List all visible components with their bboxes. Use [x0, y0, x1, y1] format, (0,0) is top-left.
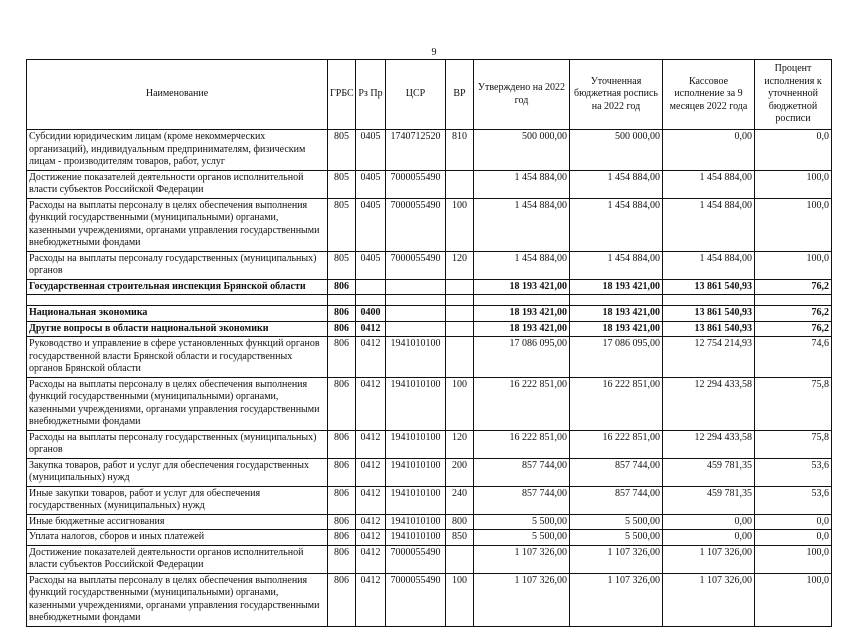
- cell-name: Государственная строительная инспекция Брянской области: [27, 279, 328, 295]
- cell-percent: 53,6: [755, 486, 832, 514]
- cell-csr: 7000055490: [386, 251, 446, 279]
- cell-name: Достижение показателей деятельности органов исполнительной власти субъектов Российской Федерации: [27, 545, 328, 573]
- cell-name: Расходы на выплаты персоналу государственных (муниципальных) органов: [27, 251, 328, 279]
- cell-approved: 857 744,00: [474, 486, 570, 514]
- cell-grbs: 806: [328, 279, 356, 295]
- cell-csr: [386, 306, 446, 322]
- cell-vr: [446, 337, 474, 378]
- cell-vr: [446, 279, 474, 295]
- cell-percent: 75,8: [755, 377, 832, 430]
- cell-refined: 17 086 095,00: [570, 337, 663, 378]
- cell-name: Другие вопросы в области национальной экономики: [27, 321, 328, 337]
- cell-approved: 1 454 884,00: [474, 170, 570, 198]
- cell-rzpr: 0405: [356, 251, 386, 279]
- cell-grbs: 806: [328, 321, 356, 337]
- cell-name: Расходы на выплаты персоналу в целях обеспечения выполнения функций государственными (муниципальными) органами, казенными учреждениями, органами управления государственными внебюджетными фондами: [27, 573, 328, 626]
- cell-approved: 1 107 326,00: [474, 573, 570, 626]
- cell-executed: 1 454 884,00: [663, 198, 755, 251]
- cell-refined: 1 107 326,00: [570, 573, 663, 626]
- cell-refined: 1 107 326,00: [570, 545, 663, 573]
- cell-grbs: 806: [328, 430, 356, 458]
- cell-vr: [446, 545, 474, 573]
- cell-approved: [474, 295, 570, 306]
- cell-executed: 1 107 326,00: [663, 573, 755, 626]
- cell-vr: 100: [446, 377, 474, 430]
- cell-csr: 1941010100: [386, 486, 446, 514]
- cell-vr: 200: [446, 458, 474, 486]
- table-row: [27, 337, 832, 378]
- cell-executed: 12 754 214,93: [663, 337, 755, 378]
- cell-name: Иные закупки товаров, работ и услуг для обеспечения государственных (муниципальных) нужд: [27, 486, 328, 514]
- cell-executed: 1 454 884,00: [663, 170, 755, 198]
- cell-refined: 1 454 884,00: [570, 251, 663, 279]
- cell-vr: [446, 306, 474, 322]
- cell-executed: 459 781,35: [663, 458, 755, 486]
- cell-executed: 12 294 433,58: [663, 430, 755, 458]
- header-refined: Уточненная бюджетная роспись на 2022 год: [570, 60, 663, 130]
- cell-vr: 850: [446, 530, 474, 546]
- cell-csr: [386, 295, 446, 306]
- table-row: [27, 486, 832, 514]
- cell-approved: 16 222 851,00: [474, 377, 570, 430]
- cell-approved: 1 454 884,00: [474, 251, 570, 279]
- cell-csr: 1941010100: [386, 337, 446, 378]
- cell-csr: 7000055490: [386, 198, 446, 251]
- cell-rzpr: 0412: [356, 530, 386, 546]
- cell-refined: 18 193 421,00: [570, 321, 663, 337]
- cell-percent: 0,0: [755, 130, 832, 171]
- cell-refined: 500 000,00: [570, 130, 663, 171]
- cell-percent: 76,2: [755, 306, 832, 322]
- header-percent: Процент исполнения к уточненной бюджетной росписи: [755, 60, 832, 130]
- cell-grbs: 806: [328, 486, 356, 514]
- cell-percent: [755, 295, 832, 306]
- header-name: Наименование: [27, 60, 328, 130]
- table-row: [27, 458, 832, 486]
- cell-vr: 120: [446, 430, 474, 458]
- cell-executed: 1 107 326,00: [663, 545, 755, 573]
- cell-vr: [446, 321, 474, 337]
- cell-vr: 810: [446, 130, 474, 171]
- table-row: [27, 321, 832, 337]
- cell-refined: [570, 295, 663, 306]
- cell-percent: 74,6: [755, 337, 832, 378]
- cell-approved: 18 193 421,00: [474, 321, 570, 337]
- header-rzpr: Рз Пр: [356, 60, 386, 130]
- table-row: [27, 198, 832, 251]
- cell-grbs: 806: [328, 530, 356, 546]
- cell-vr: 120: [446, 251, 474, 279]
- cell-name: Расходы на выплаты персоналу в целях обеспечения выполнения функций государственными (муниципальными) органами, казенными учреждениями, органами управления государственными внебюджетными фондами: [27, 377, 328, 430]
- table-row: [27, 130, 832, 171]
- cell-name: Национальная экономика: [27, 306, 328, 322]
- page-number: 9: [431, 47, 437, 58]
- cell-grbs: 805: [328, 251, 356, 279]
- cell-grbs: 805: [328, 170, 356, 198]
- cell-csr: [386, 321, 446, 337]
- cell-refined: 857 744,00: [570, 458, 663, 486]
- cell-refined: 5 500,00: [570, 530, 663, 546]
- header-grbs: ГРБС: [328, 60, 356, 130]
- cell-executed: 13 861 540,93: [663, 321, 755, 337]
- table-row: [27, 377, 832, 430]
- header-executed: Кассовое исполнение за 9 месяцев 2022 года: [663, 60, 755, 130]
- cell-grbs: 806: [328, 458, 356, 486]
- cell-name: Субсидии юридическим лицам (кроме некоммерческих организаций), индивидуальным предпринимателям, физическим лицам - производителям товаров, работ, услуг: [27, 130, 328, 171]
- table-row: [27, 430, 832, 458]
- cell-name: Расходы на выплаты персоналу в целях обеспечения выполнения функций государственными (муниципальными) органами, казенными учреждениями, органами управления государственными внебюджетными фондами: [27, 198, 328, 251]
- cell-grbs: 805: [328, 198, 356, 251]
- cell-csr: 7000055490: [386, 545, 446, 573]
- cell-grbs: [328, 295, 356, 306]
- cell-approved: 17 086 095,00: [474, 337, 570, 378]
- cell-vr: [446, 170, 474, 198]
- cell-name: Закупка товаров, работ и услуг для обеспечения государственных (муниципальных) нужд: [27, 458, 328, 486]
- cell-approved: 500 000,00: [474, 130, 570, 171]
- cell-refined: 5 500,00: [570, 514, 663, 530]
- cell-csr: 1941010100: [386, 377, 446, 430]
- cell-rzpr: 0412: [356, 337, 386, 378]
- cell-rzpr: 0412: [356, 545, 386, 573]
- cell-approved: 5 500,00: [474, 514, 570, 530]
- cell-percent: 0,0: [755, 530, 832, 546]
- table-body: [27, 130, 832, 627]
- cell-rzpr: 0400: [356, 306, 386, 322]
- cell-executed: 12 294 433,58: [663, 377, 755, 430]
- cell-vr: 800: [446, 514, 474, 530]
- cell-refined: 18 193 421,00: [570, 279, 663, 295]
- cell-percent: 76,2: [755, 321, 832, 337]
- cell-rzpr: 0412: [356, 321, 386, 337]
- cell-approved: 18 193 421,00: [474, 279, 570, 295]
- cell-rzpr: 0405: [356, 198, 386, 251]
- cell-grbs: 805: [328, 130, 356, 171]
- cell-refined: 1 454 884,00: [570, 170, 663, 198]
- cell-rzpr: 0412: [356, 573, 386, 626]
- table-row: [27, 251, 832, 279]
- cell-rzpr: [356, 279, 386, 295]
- cell-refined: 16 222 851,00: [570, 377, 663, 430]
- table-row: [27, 514, 832, 530]
- cell-approved: 857 744,00: [474, 458, 570, 486]
- cell-percent: 75,8: [755, 430, 832, 458]
- table-row: [27, 573, 832, 626]
- cell-percent: 100,0: [755, 545, 832, 573]
- cell-grbs: 806: [328, 337, 356, 378]
- cell-approved: 18 193 421,00: [474, 306, 570, 322]
- cell-approved: 5 500,00: [474, 530, 570, 546]
- cell-csr: 7000055490: [386, 170, 446, 198]
- cell-approved: 1 454 884,00: [474, 198, 570, 251]
- cell-csr: 7000055490: [386, 573, 446, 626]
- cell-executed: 0,00: [663, 130, 755, 171]
- cell-rzpr: 0412: [356, 458, 386, 486]
- cell-executed: 0,00: [663, 514, 755, 530]
- cell-percent: 100,0: [755, 251, 832, 279]
- header-csr: ЦСР: [386, 60, 446, 130]
- table-row: [27, 545, 832, 573]
- table-row: [27, 279, 832, 295]
- cell-rzpr: 0405: [356, 170, 386, 198]
- budget-execution-table: [26, 59, 832, 627]
- cell-rzpr: 0412: [356, 377, 386, 430]
- cell-percent: 100,0: [755, 198, 832, 251]
- cell-vr: 100: [446, 573, 474, 626]
- cell-executed: 0,00: [663, 530, 755, 546]
- cell-grbs: 806: [328, 545, 356, 573]
- cell-executed: 13 861 540,93: [663, 306, 755, 322]
- cell-percent: 100,0: [755, 573, 832, 626]
- table-row: [27, 530, 832, 546]
- cell-name: [27, 295, 328, 306]
- cell-name: Уплата налогов, сборов и иных платежей: [27, 530, 328, 546]
- cell-executed: 459 781,35: [663, 486, 755, 514]
- table-header-row: [27, 60, 832, 130]
- table-row: [27, 306, 832, 322]
- cell-name: Расходы на выплаты персоналу государственных (муниципальных) органов: [27, 430, 328, 458]
- cell-csr: 1941010100: [386, 514, 446, 530]
- cell-vr: 240: [446, 486, 474, 514]
- cell-grbs: 806: [328, 573, 356, 626]
- cell-grbs: 806: [328, 377, 356, 430]
- header-approved: Утверждено на 2022 год: [474, 60, 570, 130]
- table-spacer-row: [27, 295, 832, 306]
- cell-executed: [663, 295, 755, 306]
- cell-rzpr: [356, 295, 386, 306]
- cell-grbs: 806: [328, 514, 356, 530]
- header-vr: ВР: [446, 60, 474, 130]
- cell-name: Руководство и управление в сфере установленных функций органов государственной власти Брянской области и государственных органов Брянской области: [27, 337, 328, 378]
- cell-percent: 53,6: [755, 458, 832, 486]
- cell-approved: 1 107 326,00: [474, 545, 570, 573]
- cell-refined: 857 744,00: [570, 486, 663, 514]
- cell-rzpr: 0412: [356, 514, 386, 530]
- cell-vr: [446, 295, 474, 306]
- cell-refined: 1 454 884,00: [570, 198, 663, 251]
- cell-rzpr: 0405: [356, 130, 386, 171]
- cell-percent: 100,0: [755, 170, 832, 198]
- cell-percent: 76,2: [755, 279, 832, 295]
- cell-refined: 16 222 851,00: [570, 430, 663, 458]
- cell-vr: 100: [446, 198, 474, 251]
- cell-csr: 1740712520: [386, 130, 446, 171]
- cell-rzpr: 0412: [356, 486, 386, 514]
- cell-executed: 1 454 884,00: [663, 251, 755, 279]
- cell-executed: 13 861 540,93: [663, 279, 755, 295]
- table-row: [27, 170, 832, 198]
- cell-name: Иные бюджетные ассигнования: [27, 514, 328, 530]
- cell-approved: 16 222 851,00: [474, 430, 570, 458]
- cell-csr: 1941010100: [386, 458, 446, 486]
- cell-csr: 1941010100: [386, 530, 446, 546]
- cell-csr: [386, 279, 446, 295]
- cell-rzpr: 0412: [356, 430, 386, 458]
- cell-percent: 0,0: [755, 514, 832, 530]
- cell-name: Достижение показателей деятельности органов исполнительной власти субъектов Российской Федерации: [27, 170, 328, 198]
- cell-grbs: 806: [328, 306, 356, 322]
- cell-refined: 18 193 421,00: [570, 306, 663, 322]
- cell-csr: 1941010100: [386, 430, 446, 458]
